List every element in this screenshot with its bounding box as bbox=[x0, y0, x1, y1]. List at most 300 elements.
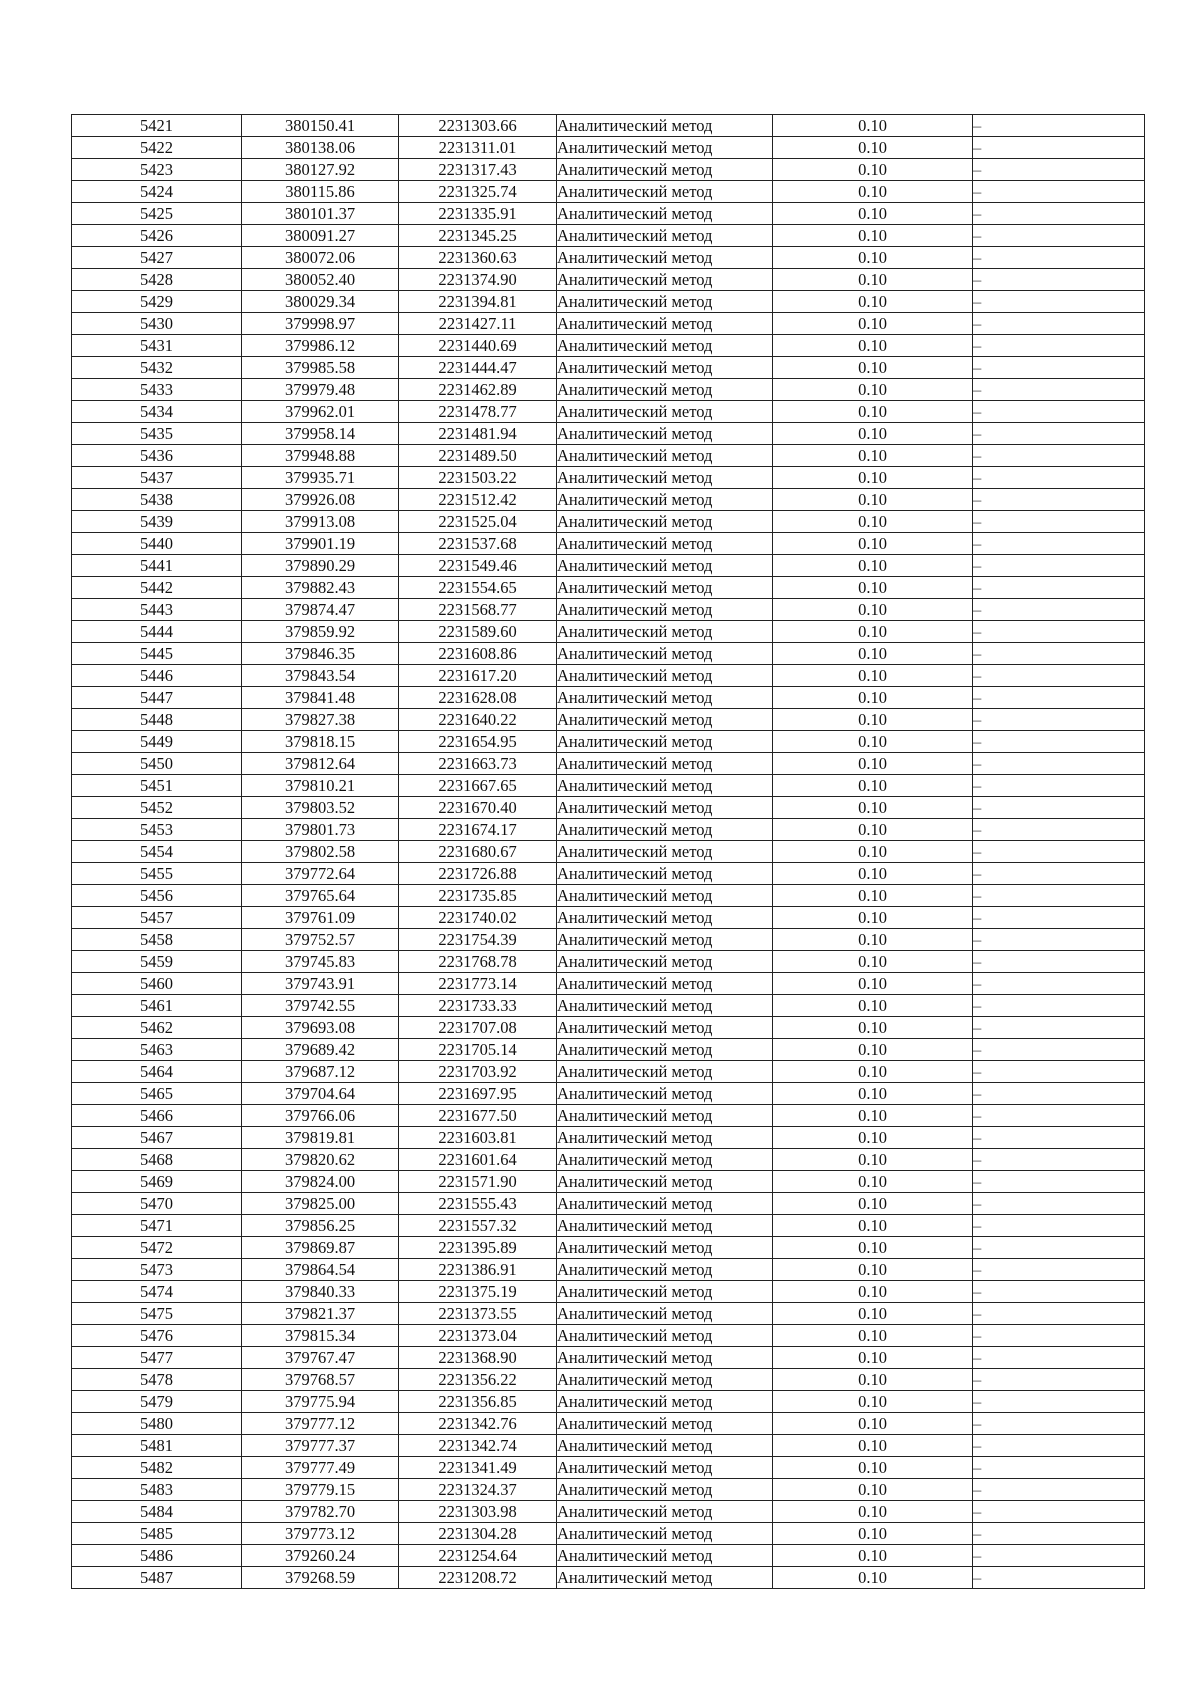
accuracy-cell: 0.10 bbox=[773, 335, 973, 357]
y-coordinate-cell: 2231489.50 bbox=[399, 445, 557, 467]
method-cell: Аналитический метод bbox=[557, 379, 773, 401]
note-cell: – bbox=[973, 841, 1145, 863]
accuracy-cell: 0.10 bbox=[773, 577, 973, 599]
point-number-cell: 5429 bbox=[72, 291, 242, 313]
accuracy-cell: 0.10 bbox=[773, 269, 973, 291]
point-number-cell: 5442 bbox=[72, 577, 242, 599]
x-coordinate-cell: 379818.15 bbox=[242, 731, 399, 753]
method-cell: Аналитический метод bbox=[557, 797, 773, 819]
table-row bbox=[72, 1127, 1145, 1149]
method-cell: Аналитический метод bbox=[557, 929, 773, 951]
table-row bbox=[72, 841, 1145, 863]
y-coordinate-cell: 2231617.20 bbox=[399, 665, 557, 687]
y-coordinate-cell: 2231356.85 bbox=[399, 1391, 557, 1413]
method-cell: Аналитический метод bbox=[557, 115, 773, 137]
point-number-cell: 5446 bbox=[72, 665, 242, 687]
method-cell: Аналитический метод bbox=[557, 533, 773, 555]
point-number-cell: 5487 bbox=[72, 1567, 242, 1589]
note-cell: – bbox=[973, 907, 1145, 929]
x-coordinate-cell: 379985.58 bbox=[242, 357, 399, 379]
note-cell: – bbox=[973, 445, 1145, 467]
table-row bbox=[72, 907, 1145, 929]
x-coordinate-cell: 379773.12 bbox=[242, 1523, 399, 1545]
accuracy-cell: 0.10 bbox=[773, 599, 973, 621]
method-cell: Аналитический метод bbox=[557, 1303, 773, 1325]
method-cell: Аналитический метод bbox=[557, 159, 773, 181]
method-cell: Аналитический метод bbox=[557, 511, 773, 533]
accuracy-cell: 0.10 bbox=[773, 973, 973, 995]
y-coordinate-cell: 2231395.89 bbox=[399, 1237, 557, 1259]
table-row bbox=[72, 1545, 1145, 1567]
point-number-cell: 5444 bbox=[72, 621, 242, 643]
accuracy-cell: 0.10 bbox=[773, 225, 973, 247]
method-cell: Аналитический метод bbox=[557, 973, 773, 995]
table-row bbox=[72, 995, 1145, 1017]
x-coordinate-cell: 380115.86 bbox=[242, 181, 399, 203]
table-row bbox=[72, 731, 1145, 753]
y-coordinate-cell: 2231303.98 bbox=[399, 1501, 557, 1523]
point-number-cell: 5439 bbox=[72, 511, 242, 533]
point-number-cell: 5449 bbox=[72, 731, 242, 753]
x-coordinate-cell: 379761.09 bbox=[242, 907, 399, 929]
point-number-cell: 5436 bbox=[72, 445, 242, 467]
y-coordinate-cell: 2231740.02 bbox=[399, 907, 557, 929]
note-cell: – bbox=[973, 1105, 1145, 1127]
y-coordinate-cell: 2231345.25 bbox=[399, 225, 557, 247]
method-cell: Аналитический метод bbox=[557, 1281, 773, 1303]
x-coordinate-cell: 379824.00 bbox=[242, 1171, 399, 1193]
table-row bbox=[72, 489, 1145, 511]
x-coordinate-cell: 379882.43 bbox=[242, 577, 399, 599]
x-coordinate-cell: 379821.37 bbox=[242, 1303, 399, 1325]
accuracy-cell: 0.10 bbox=[773, 247, 973, 269]
y-coordinate-cell: 2231374.90 bbox=[399, 269, 557, 291]
note-cell: – bbox=[973, 621, 1145, 643]
y-coordinate-cell: 2231697.95 bbox=[399, 1083, 557, 1105]
method-cell: Аналитический метод bbox=[557, 1435, 773, 1457]
point-number-cell: 5481 bbox=[72, 1435, 242, 1457]
x-coordinate-cell: 379926.08 bbox=[242, 489, 399, 511]
note-cell: – bbox=[973, 1303, 1145, 1325]
y-coordinate-cell: 2231341.49 bbox=[399, 1457, 557, 1479]
x-coordinate-cell: 379268.59 bbox=[242, 1567, 399, 1589]
method-cell: Аналитический метод bbox=[557, 555, 773, 577]
x-coordinate-cell: 379775.94 bbox=[242, 1391, 399, 1413]
table-row bbox=[72, 555, 1145, 577]
method-cell: Аналитический метод bbox=[557, 445, 773, 467]
y-coordinate-cell: 2231654.95 bbox=[399, 731, 557, 753]
note-cell: – bbox=[973, 181, 1145, 203]
method-cell: Аналитический метод bbox=[557, 203, 773, 225]
y-coordinate-cell: 2231427.11 bbox=[399, 313, 557, 335]
accuracy-cell: 0.10 bbox=[773, 797, 973, 819]
method-cell: Аналитический метод bbox=[557, 1413, 773, 1435]
y-coordinate-cell: 2231503.22 bbox=[399, 467, 557, 489]
accuracy-cell: 0.10 bbox=[773, 1391, 973, 1413]
accuracy-cell: 0.10 bbox=[773, 313, 973, 335]
x-coordinate-cell: 379901.19 bbox=[242, 533, 399, 555]
y-coordinate-cell: 2231386.91 bbox=[399, 1259, 557, 1281]
point-number-cell: 5438 bbox=[72, 489, 242, 511]
y-coordinate-cell: 2231670.40 bbox=[399, 797, 557, 819]
accuracy-cell: 0.10 bbox=[773, 1215, 973, 1237]
accuracy-cell: 0.10 bbox=[773, 1105, 973, 1127]
note-cell: – bbox=[973, 1193, 1145, 1215]
x-coordinate-cell: 379869.87 bbox=[242, 1237, 399, 1259]
table-row bbox=[72, 1083, 1145, 1105]
y-coordinate-cell: 2231440.69 bbox=[399, 335, 557, 357]
y-coordinate-cell: 2231773.14 bbox=[399, 973, 557, 995]
point-number-cell: 5452 bbox=[72, 797, 242, 819]
point-number-cell: 5474 bbox=[72, 1281, 242, 1303]
note-cell: – bbox=[973, 1281, 1145, 1303]
accuracy-cell: 0.10 bbox=[773, 555, 973, 577]
method-cell: Аналитический метод bbox=[557, 819, 773, 841]
x-coordinate-cell: 379689.42 bbox=[242, 1039, 399, 1061]
table-row bbox=[72, 291, 1145, 313]
x-coordinate-cell: 379260.24 bbox=[242, 1545, 399, 1567]
accuracy-cell: 0.10 bbox=[773, 1149, 973, 1171]
method-cell: Аналитический метод bbox=[557, 731, 773, 753]
accuracy-cell: 0.10 bbox=[773, 907, 973, 929]
point-number-cell: 5443 bbox=[72, 599, 242, 621]
method-cell: Аналитический метод bbox=[557, 577, 773, 599]
x-coordinate-cell: 379840.33 bbox=[242, 1281, 399, 1303]
table-row bbox=[72, 1105, 1145, 1127]
note-cell: – bbox=[973, 1501, 1145, 1523]
table-row bbox=[72, 137, 1145, 159]
note-cell: – bbox=[973, 1479, 1145, 1501]
accuracy-cell: 0.10 bbox=[773, 1545, 973, 1567]
x-coordinate-cell: 379815.34 bbox=[242, 1325, 399, 1347]
point-number-cell: 5477 bbox=[72, 1347, 242, 1369]
note-cell: – bbox=[973, 313, 1145, 335]
table-row bbox=[72, 357, 1145, 379]
accuracy-cell: 0.10 bbox=[773, 643, 973, 665]
method-cell: Аналитический метод bbox=[557, 1061, 773, 1083]
table-row bbox=[72, 1017, 1145, 1039]
y-coordinate-cell: 2231537.68 bbox=[399, 533, 557, 555]
table-row bbox=[72, 599, 1145, 621]
table-row bbox=[72, 753, 1145, 775]
note-cell: – bbox=[973, 1545, 1145, 1567]
method-cell: Аналитический метод bbox=[557, 885, 773, 907]
method-cell: Аналитический метод bbox=[557, 1259, 773, 1281]
y-coordinate-cell: 2231640.22 bbox=[399, 709, 557, 731]
method-cell: Аналитический метод bbox=[557, 1193, 773, 1215]
y-coordinate-cell: 2231703.92 bbox=[399, 1061, 557, 1083]
accuracy-cell: 0.10 bbox=[773, 1281, 973, 1303]
accuracy-cell: 0.10 bbox=[773, 137, 973, 159]
accuracy-cell: 0.10 bbox=[773, 1127, 973, 1149]
note-cell: – bbox=[973, 885, 1145, 907]
point-number-cell: 5482 bbox=[72, 1457, 242, 1479]
accuracy-cell: 0.10 bbox=[773, 1501, 973, 1523]
x-coordinate-cell: 379986.12 bbox=[242, 335, 399, 357]
x-coordinate-cell: 379768.57 bbox=[242, 1369, 399, 1391]
note-cell: – bbox=[973, 1435, 1145, 1457]
note-cell: – bbox=[973, 1017, 1145, 1039]
table-row bbox=[72, 577, 1145, 599]
point-number-cell: 5467 bbox=[72, 1127, 242, 1149]
point-number-cell: 5468 bbox=[72, 1149, 242, 1171]
x-coordinate-cell: 379825.00 bbox=[242, 1193, 399, 1215]
accuracy-cell: 0.10 bbox=[773, 1479, 973, 1501]
y-coordinate-cell: 2231394.81 bbox=[399, 291, 557, 313]
point-number-cell: 5459 bbox=[72, 951, 242, 973]
note-cell: – bbox=[973, 401, 1145, 423]
table-row bbox=[72, 379, 1145, 401]
point-number-cell: 5428 bbox=[72, 269, 242, 291]
y-coordinate-cell: 2231568.77 bbox=[399, 599, 557, 621]
accuracy-cell: 0.10 bbox=[773, 621, 973, 643]
accuracy-cell: 0.10 bbox=[773, 753, 973, 775]
table-row bbox=[72, 1391, 1145, 1413]
y-coordinate-cell: 2231726.88 bbox=[399, 863, 557, 885]
y-coordinate-cell: 2231373.55 bbox=[399, 1303, 557, 1325]
note-cell: – bbox=[973, 555, 1145, 577]
x-coordinate-cell: 379782.70 bbox=[242, 1501, 399, 1523]
table-row bbox=[72, 1193, 1145, 1215]
x-coordinate-cell: 379948.88 bbox=[242, 445, 399, 467]
note-cell: – bbox=[973, 687, 1145, 709]
method-cell: Аналитический метод bbox=[557, 357, 773, 379]
point-number-cell: 5456 bbox=[72, 885, 242, 907]
point-number-cell: 5457 bbox=[72, 907, 242, 929]
accuracy-cell: 0.10 bbox=[773, 379, 973, 401]
note-cell: – bbox=[973, 951, 1145, 973]
point-number-cell: 5440 bbox=[72, 533, 242, 555]
accuracy-cell: 0.10 bbox=[773, 1303, 973, 1325]
point-number-cell: 5485 bbox=[72, 1523, 242, 1545]
table-row bbox=[72, 1523, 1145, 1545]
x-coordinate-cell: 379859.92 bbox=[242, 621, 399, 643]
table-row bbox=[72, 335, 1145, 357]
table-row bbox=[72, 1237, 1145, 1259]
table-row bbox=[72, 203, 1145, 225]
table-row bbox=[72, 687, 1145, 709]
method-cell: Аналитический метод bbox=[557, 1567, 773, 1589]
note-cell: – bbox=[973, 973, 1145, 995]
accuracy-cell: 0.10 bbox=[773, 181, 973, 203]
method-cell: Аналитический метод bbox=[557, 1215, 773, 1237]
note-cell: – bbox=[973, 291, 1145, 313]
accuracy-cell: 0.10 bbox=[773, 533, 973, 555]
point-number-cell: 5427 bbox=[72, 247, 242, 269]
table-row bbox=[72, 1567, 1145, 1589]
y-coordinate-cell: 2231628.08 bbox=[399, 687, 557, 709]
x-coordinate-cell: 379962.01 bbox=[242, 401, 399, 423]
table-row bbox=[72, 643, 1145, 665]
table-row bbox=[72, 1259, 1145, 1281]
x-coordinate-cell: 379819.81 bbox=[242, 1127, 399, 1149]
note-cell: – bbox=[973, 1083, 1145, 1105]
x-coordinate-cell: 380150.41 bbox=[242, 115, 399, 137]
table-row bbox=[72, 863, 1145, 885]
note-cell: – bbox=[973, 203, 1145, 225]
method-cell: Аналитический метод bbox=[557, 775, 773, 797]
y-coordinate-cell: 2231603.81 bbox=[399, 1127, 557, 1149]
note-cell: – bbox=[973, 995, 1145, 1017]
accuracy-cell: 0.10 bbox=[773, 1347, 973, 1369]
x-coordinate-cell: 379766.06 bbox=[242, 1105, 399, 1127]
table-row bbox=[72, 1061, 1145, 1083]
x-coordinate-cell: 380072.06 bbox=[242, 247, 399, 269]
y-coordinate-cell: 2231444.47 bbox=[399, 357, 557, 379]
method-cell: Аналитический метод bbox=[557, 225, 773, 247]
y-coordinate-cell: 2231317.43 bbox=[399, 159, 557, 181]
table-row bbox=[72, 973, 1145, 995]
note-cell: – bbox=[973, 115, 1145, 137]
accuracy-cell: 0.10 bbox=[773, 467, 973, 489]
point-number-cell: 5453 bbox=[72, 819, 242, 841]
x-coordinate-cell: 379687.12 bbox=[242, 1061, 399, 1083]
method-cell: Аналитический метод bbox=[557, 1149, 773, 1171]
note-cell: – bbox=[973, 775, 1145, 797]
method-cell: Аналитический метод bbox=[557, 709, 773, 731]
note-cell: – bbox=[973, 467, 1145, 489]
note-cell: – bbox=[973, 511, 1145, 533]
note-cell: – bbox=[973, 1369, 1145, 1391]
accuracy-cell: 0.10 bbox=[773, 775, 973, 797]
point-number-cell: 5447 bbox=[72, 687, 242, 709]
accuracy-cell: 0.10 bbox=[773, 1237, 973, 1259]
note-cell: – bbox=[973, 1127, 1145, 1149]
note-cell: – bbox=[973, 1347, 1145, 1369]
note-cell: – bbox=[973, 335, 1145, 357]
note-cell: – bbox=[973, 1171, 1145, 1193]
accuracy-cell: 0.10 bbox=[773, 1435, 973, 1457]
accuracy-cell: 0.10 bbox=[773, 1017, 973, 1039]
note-cell: – bbox=[973, 1039, 1145, 1061]
point-number-cell: 5421 bbox=[72, 115, 242, 137]
method-cell: Аналитический метод bbox=[557, 687, 773, 709]
point-number-cell: 5448 bbox=[72, 709, 242, 731]
point-number-cell: 5471 bbox=[72, 1215, 242, 1237]
method-cell: Аналитический метод bbox=[557, 291, 773, 313]
point-number-cell: 5462 bbox=[72, 1017, 242, 1039]
note-cell: – bbox=[973, 665, 1145, 687]
x-coordinate-cell: 379767.47 bbox=[242, 1347, 399, 1369]
y-coordinate-cell: 2231356.22 bbox=[399, 1369, 557, 1391]
y-coordinate-cell: 2231481.94 bbox=[399, 423, 557, 445]
note-cell: – bbox=[973, 423, 1145, 445]
y-coordinate-cell: 2231571.90 bbox=[399, 1171, 557, 1193]
method-cell: Аналитический метод bbox=[557, 1479, 773, 1501]
method-cell: Аналитический метод bbox=[557, 1237, 773, 1259]
accuracy-cell: 0.10 bbox=[773, 1259, 973, 1281]
x-coordinate-cell: 379913.08 bbox=[242, 511, 399, 533]
accuracy-cell: 0.10 bbox=[773, 863, 973, 885]
point-number-cell: 5469 bbox=[72, 1171, 242, 1193]
y-coordinate-cell: 2231342.76 bbox=[399, 1413, 557, 1435]
note-cell: – bbox=[973, 1237, 1145, 1259]
table-row bbox=[72, 1501, 1145, 1523]
y-coordinate-cell: 2231674.17 bbox=[399, 819, 557, 841]
point-number-cell: 5441 bbox=[72, 555, 242, 577]
accuracy-cell: 0.10 bbox=[773, 489, 973, 511]
y-coordinate-cell: 2231303.66 bbox=[399, 115, 557, 137]
note-cell: – bbox=[973, 379, 1145, 401]
table-row bbox=[72, 423, 1145, 445]
y-coordinate-cell: 2231373.04 bbox=[399, 1325, 557, 1347]
table-row bbox=[72, 1281, 1145, 1303]
accuracy-cell: 0.10 bbox=[773, 1083, 973, 1105]
table-row bbox=[72, 445, 1145, 467]
point-number-cell: 5486 bbox=[72, 1545, 242, 1567]
table-row bbox=[72, 269, 1145, 291]
table-row bbox=[72, 1479, 1145, 1501]
x-coordinate-cell: 379935.71 bbox=[242, 467, 399, 489]
x-coordinate-cell: 379743.91 bbox=[242, 973, 399, 995]
x-coordinate-cell: 379802.58 bbox=[242, 841, 399, 863]
x-coordinate-cell: 379864.54 bbox=[242, 1259, 399, 1281]
accuracy-cell: 0.10 bbox=[773, 1193, 973, 1215]
accuracy-cell: 0.10 bbox=[773, 357, 973, 379]
accuracy-cell: 0.10 bbox=[773, 1567, 973, 1589]
y-coordinate-cell: 2231512.42 bbox=[399, 489, 557, 511]
x-coordinate-cell: 379810.21 bbox=[242, 775, 399, 797]
point-number-cell: 5476 bbox=[72, 1325, 242, 1347]
x-coordinate-cell: 379752.57 bbox=[242, 929, 399, 951]
note-cell: – bbox=[973, 1061, 1145, 1083]
table-row bbox=[72, 1435, 1145, 1457]
table-row bbox=[72, 797, 1145, 819]
point-number-cell: 5475 bbox=[72, 1303, 242, 1325]
point-number-cell: 5455 bbox=[72, 863, 242, 885]
note-cell: – bbox=[973, 819, 1145, 841]
point-number-cell: 5464 bbox=[72, 1061, 242, 1083]
point-number-cell: 5424 bbox=[72, 181, 242, 203]
y-coordinate-cell: 2231254.64 bbox=[399, 1545, 557, 1567]
accuracy-cell: 0.10 bbox=[773, 1039, 973, 1061]
y-coordinate-cell: 2231735.85 bbox=[399, 885, 557, 907]
accuracy-cell: 0.10 bbox=[773, 1061, 973, 1083]
table-row bbox=[72, 929, 1145, 951]
y-coordinate-cell: 2231589.60 bbox=[399, 621, 557, 643]
point-number-cell: 5460 bbox=[72, 973, 242, 995]
accuracy-cell: 0.10 bbox=[773, 731, 973, 753]
y-coordinate-cell: 2231478.77 bbox=[399, 401, 557, 423]
y-coordinate-cell: 2231525.04 bbox=[399, 511, 557, 533]
x-coordinate-cell: 379704.64 bbox=[242, 1083, 399, 1105]
note-cell: – bbox=[973, 643, 1145, 665]
method-cell: Аналитический метод bbox=[557, 1325, 773, 1347]
point-number-cell: 5437 bbox=[72, 467, 242, 489]
note-cell: – bbox=[973, 863, 1145, 885]
point-number-cell: 5431 bbox=[72, 335, 242, 357]
note-cell: – bbox=[973, 1413, 1145, 1435]
accuracy-cell: 0.10 bbox=[773, 1413, 973, 1435]
accuracy-cell: 0.10 bbox=[773, 841, 973, 863]
method-cell: Аналитический метод bbox=[557, 995, 773, 1017]
x-coordinate-cell: 379777.12 bbox=[242, 1413, 399, 1435]
method-cell: Аналитический метод bbox=[557, 335, 773, 357]
y-coordinate-cell: 2231733.33 bbox=[399, 995, 557, 1017]
x-coordinate-cell: 379765.64 bbox=[242, 885, 399, 907]
x-coordinate-cell: 379998.97 bbox=[242, 313, 399, 335]
x-coordinate-cell: 380127.92 bbox=[242, 159, 399, 181]
point-number-cell: 5454 bbox=[72, 841, 242, 863]
note-cell: – bbox=[973, 1457, 1145, 1479]
note-cell: – bbox=[973, 1325, 1145, 1347]
coordinates-table-body bbox=[72, 115, 1145, 1589]
note-cell: – bbox=[973, 929, 1145, 951]
accuracy-cell: 0.10 bbox=[773, 1171, 973, 1193]
accuracy-cell: 0.10 bbox=[773, 885, 973, 907]
point-number-cell: 5422 bbox=[72, 137, 242, 159]
note-cell: – bbox=[973, 269, 1145, 291]
